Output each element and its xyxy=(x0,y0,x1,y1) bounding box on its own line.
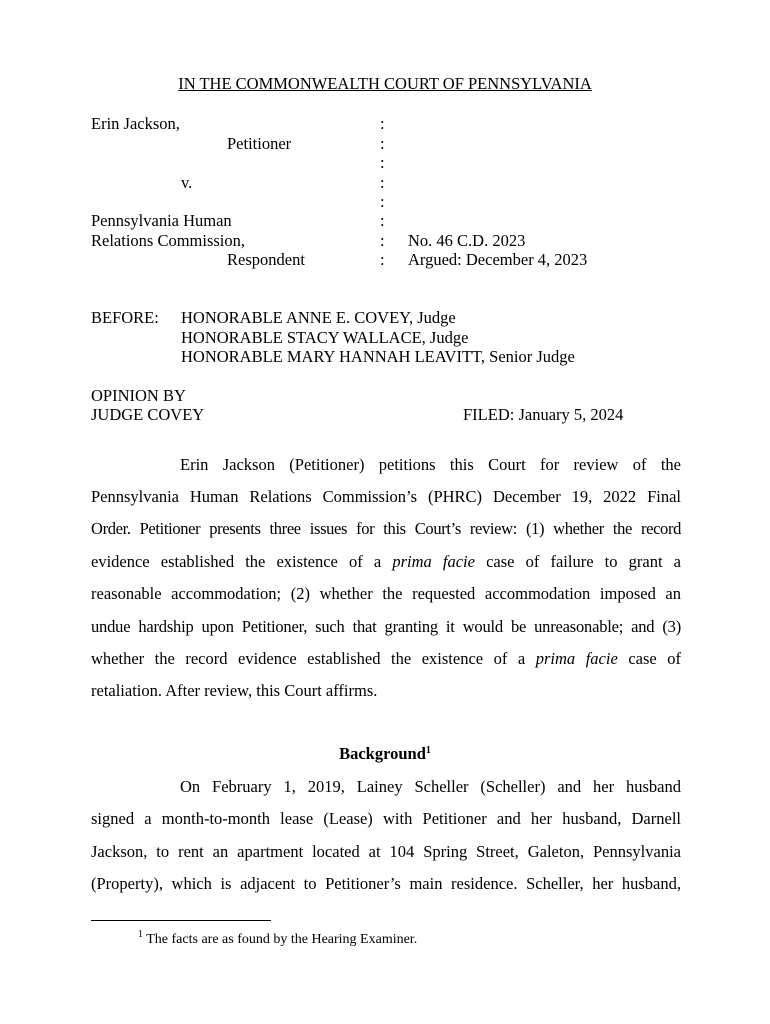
respondent-name-line2: Relations Commission, xyxy=(91,231,246,250)
caption-colon: : xyxy=(380,173,385,192)
text-run: whether the record evidence established the existence of a xyxy=(91,649,536,668)
italic-text: prima facie xyxy=(535,649,618,668)
footnote-text: The facts are as found by the Hearing Examiner. xyxy=(146,932,418,947)
argued-date: Argued: December 4, 2023 xyxy=(408,250,588,269)
respondent-name-line1: Pennsylvania Human xyxy=(91,211,232,230)
caption-colon: : xyxy=(380,192,385,211)
section-heading xyxy=(0,744,770,764)
paragraph-line: Erin Jackson (Petitioner) petitions this Court for review of the xyxy=(180,455,681,474)
footnote-number: 1 xyxy=(138,929,143,940)
caption-colon: : xyxy=(380,114,385,133)
text-run: case of failure to grant a xyxy=(474,552,681,571)
court-title: IN THE COMMONWEALTH COURT OF PENNSYLVANIA xyxy=(178,74,592,93)
judge-line: HONORABLE MARY HANNAH LEAVITT, Senior Judge xyxy=(181,347,575,366)
versus: v. xyxy=(181,173,193,192)
caption-colon: : xyxy=(380,134,385,153)
petitioner-name: Erin Jackson, xyxy=(91,114,180,133)
footnote-ref[interactable]: 1 xyxy=(425,745,431,756)
italic-text: prima facie xyxy=(392,552,475,571)
petitioner-role: Petitioner xyxy=(227,134,292,153)
paragraph-line: Order. Petitioner presents three issues for this Court’s review: (1) whether the record xyxy=(91,519,681,538)
paragraph-line: Pennsylvania Human Relations Commission’s (PHRC) December 19, 2022 Final xyxy=(91,487,681,506)
paragraph-line xyxy=(91,649,681,669)
caption-colon: : xyxy=(380,250,385,269)
text-run: evidence established the existence of a xyxy=(91,552,393,571)
paragraph-line: reasonable accommodation; (2) whether the requested accommodation imposed an xyxy=(91,584,681,603)
caption-colon: : xyxy=(380,153,385,172)
footnote xyxy=(138,930,417,950)
filed-date: FILED: January 5, 2024 xyxy=(463,405,624,424)
before-label: BEFORE: xyxy=(91,308,159,327)
opinion-author: JUDGE COVEY xyxy=(91,405,205,424)
paragraph-line: On February 1, 2019, Lainey Scheller (Scheller) and her husband xyxy=(180,777,681,796)
paragraph-line: undue hardship upon Petitioner, such that granting it would be unreasonable; and (3) xyxy=(91,617,681,636)
opinion-by-label: OPINION BY xyxy=(91,386,186,405)
text-run: case of xyxy=(617,649,681,668)
judge-line: HONORABLE ANNE E. COVEY, Judge xyxy=(181,308,456,327)
paragraph-line xyxy=(91,552,681,572)
paragraph-line: Jackson, to rent an apartment located at 104 Spring Street, Galeton, Pennsylvania xyxy=(91,842,681,861)
caption-colon: : xyxy=(380,211,385,230)
respondent-role: Respondent xyxy=(227,250,305,269)
paragraph-line: (Property), which is adjacent to Petitioner’s main residence. Scheller, her husband, xyxy=(91,874,681,893)
judge-line: HONORABLE STACY WALLACE, Judge xyxy=(181,328,469,347)
caption-colon: : xyxy=(380,231,385,250)
footnote-divider xyxy=(91,920,271,921)
heading-text: Background xyxy=(339,744,426,763)
paragraph-line: retaliation. After review, this Court affirms. xyxy=(91,681,378,700)
docket-number: No. 46 C.D. 2023 xyxy=(408,231,526,250)
paragraph-line: signed a month-to-month lease (Lease) with Petitioner and her husband, Darnell xyxy=(91,809,681,828)
